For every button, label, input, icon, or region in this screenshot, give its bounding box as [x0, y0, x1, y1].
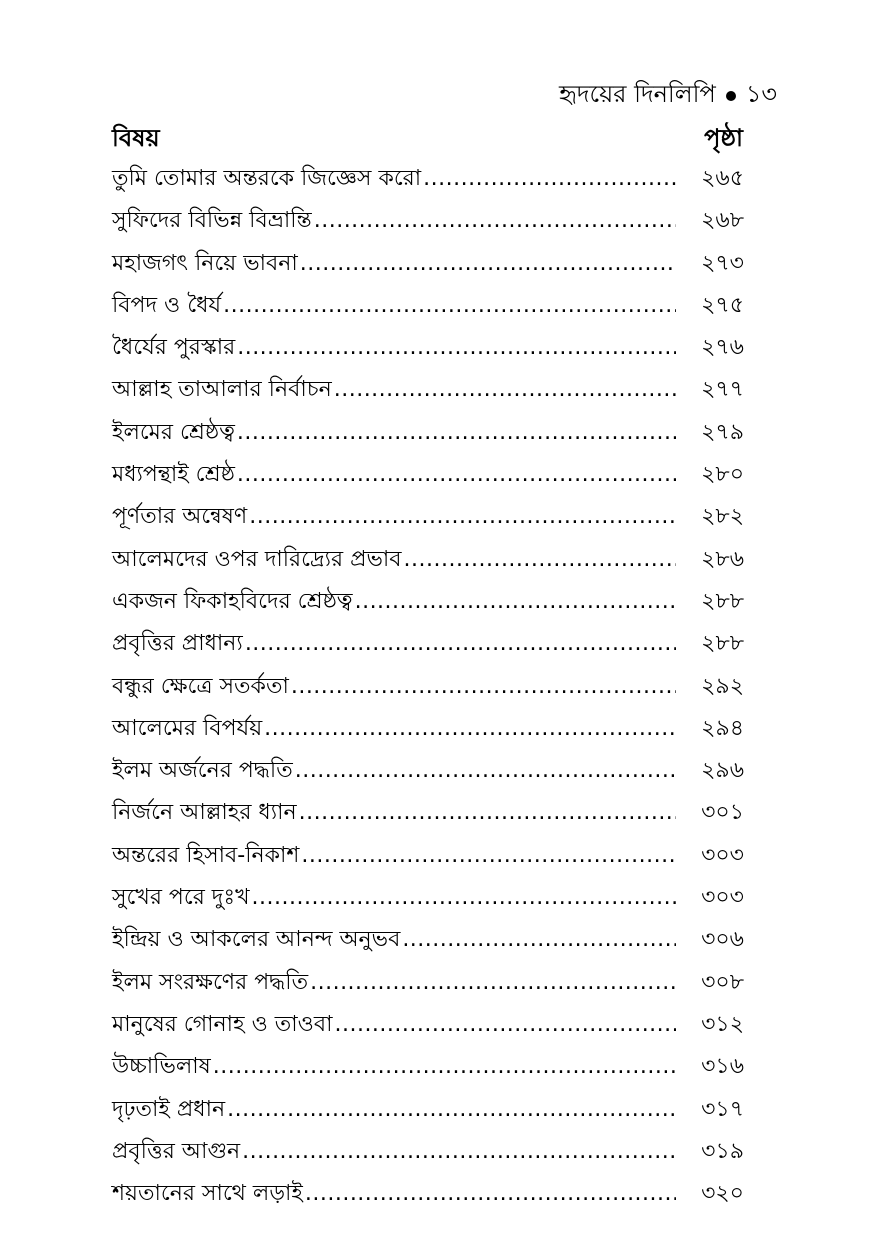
dot-leader: [404, 539, 676, 581]
entry-title: ইলম সংরক্ষণের পদ্ধতি: [112, 969, 309, 995]
dot-leader: [334, 1004, 676, 1046]
toc-entry: [112, 454, 744, 496]
toc-entry: [112, 369, 744, 411]
entry-page: ২৯৪: [701, 715, 744, 741]
entry-title: ইন্দ্রিয় ও আকলের আনন্দ অনুভব: [112, 927, 401, 953]
entry-title: নির্জনে আল্লাহর ধ্যান: [112, 800, 297, 826]
dot-leader: [334, 369, 676, 411]
entry-title: বন্ধুর ক্ষেত্রে সতর্কতা: [112, 673, 289, 699]
entry-page: ৩০৬: [701, 927, 744, 953]
entry-page: ৩০৩: [701, 885, 744, 911]
toc-entry: [112, 200, 744, 242]
entry-page: ২৮৬: [701, 546, 744, 572]
entry-page: ৩০৩: [701, 842, 744, 868]
entry-page: ২৯২: [701, 673, 744, 699]
entry-title: ধৈর্যের পুরস্কার: [112, 335, 236, 361]
table-of-contents: [112, 158, 744, 1215]
entry-title: সুফিদের বিভিন্ন বিভ্রান্তি: [112, 208, 312, 234]
entry-title: শয়তানের সাথে লড়াই: [112, 1181, 303, 1207]
entry-title: ইলম অর্জনের পদ্ধতি: [112, 758, 293, 784]
entry-title: প্রবৃত্তির আগুন: [112, 1138, 241, 1164]
entry-page: ২৮০: [701, 462, 744, 488]
entry-title: বিপদ ও ধৈর্য: [112, 292, 222, 318]
entry-page: ৩১৬: [701, 1054, 744, 1080]
entry-page: ২৭৯: [701, 419, 744, 445]
entry-page: ২৭৩: [701, 250, 744, 276]
dot-leader: [252, 877, 676, 919]
toc-entry: [112, 1089, 744, 1131]
toc-entry: [112, 962, 744, 1004]
entry-page: ২৮৮: [701, 631, 744, 657]
dot-leader: [237, 454, 676, 496]
entry-title: মহাজগৎ নিয়ে ভাবনা: [112, 250, 298, 276]
bullet-icon: [726, 91, 736, 101]
toc-entry: [112, 581, 744, 623]
entry-title: প্রবৃত্তির প্রাধান্য: [112, 631, 243, 657]
entry-page: ২৭৭: [701, 377, 744, 403]
dot-leader: [299, 792, 676, 834]
toc-entry: [112, 708, 744, 750]
entry-page: ২৭৬: [701, 335, 744, 361]
topic-column-heading: বিষয়: [112, 124, 160, 152]
toc-entry: [112, 919, 744, 961]
toc-entry: [112, 835, 744, 877]
entry-title: পূর্ণতার অন্বেষণ: [112, 504, 248, 530]
entry-title: উচ্চাভিলাষ: [112, 1054, 211, 1080]
entry-page: ৩০১: [701, 800, 744, 826]
dot-leader: [242, 1131, 676, 1173]
dot-leader: [300, 243, 676, 285]
entry-title: আল্লাহ তাআলার নির্বাচন: [112, 377, 332, 403]
dot-leader: [237, 412, 676, 454]
toc-entry: [112, 623, 744, 665]
toc-entry: [112, 539, 744, 581]
toc-entry: [112, 1004, 744, 1046]
dot-leader: [213, 1046, 676, 1088]
dot-leader: [295, 750, 676, 792]
dot-leader: [264, 708, 676, 750]
entry-title: অন্তরের হিসাব-নিকাশ: [112, 842, 300, 868]
dot-leader: [310, 962, 676, 1004]
dot-leader: [402, 919, 676, 961]
toc-entry: [112, 1131, 744, 1173]
toc-entry: [112, 158, 744, 200]
entry-page: ২৮২: [701, 504, 744, 530]
entry-page: ৩১২: [701, 1011, 744, 1037]
dot-leader: [223, 285, 676, 327]
entry-page: ২৬৫: [701, 166, 744, 191]
toc-entry: [112, 750, 744, 792]
dot-leader: [249, 496, 676, 538]
entry-page: ৩১৭: [701, 1096, 744, 1122]
toc-entry: [112, 1046, 744, 1088]
entry-title: সুখের পরে দুঃখ: [112, 885, 250, 911]
entry-title: মধ্যপন্থাই শ্রেষ্ঠ: [112, 462, 235, 488]
entry-page: ৩১৯: [701, 1138, 744, 1164]
toc-entry: [112, 243, 744, 285]
toc-entry: [112, 666, 744, 708]
dot-leader: [301, 835, 676, 877]
toc-entry: [112, 792, 744, 834]
entry-page: ২৯৬: [701, 758, 744, 784]
page-column-heading: পৃষ্ঠা: [704, 124, 743, 152]
toc-entry: [112, 412, 744, 454]
toc-entry: [112, 327, 744, 369]
dot-leader: [245, 623, 676, 665]
entry-title: দৃঢ়তাই প্রধান: [112, 1096, 226, 1122]
book-title: হৃদয়ের দিনলিপি: [558, 80, 716, 108]
dot-leader: [305, 1173, 676, 1215]
page-number: ১৩: [745, 80, 777, 108]
dot-leader: [314, 200, 676, 242]
entry-title: তুমি তোমার অন্তরকে জিজ্ঞেস করো: [112, 166, 422, 191]
entry-title: আলেমের বিপর্যয়: [112, 715, 263, 741]
entry-page: ৩০৮: [701, 969, 744, 995]
dot-leader: [423, 158, 676, 200]
dot-leader: [237, 327, 676, 369]
entry-page: ৩২০: [701, 1181, 744, 1207]
toc-entry: [112, 877, 744, 919]
toc-entry: [112, 1173, 744, 1215]
entry-page: ২৮৮: [701, 588, 744, 614]
dot-leader: [355, 581, 676, 623]
dot-leader: [291, 666, 676, 708]
dot-leader: [227, 1089, 676, 1131]
running-header: [559, 76, 777, 116]
entry-page: ২৬৮: [701, 208, 744, 234]
toc-entry: [112, 496, 744, 538]
entry-page: ২৭৫: [701, 292, 744, 318]
entry-title: একজন ফিকাহবিদের শ্রেষ্ঠত্ব: [112, 588, 353, 614]
entry-title: মানুষের গোনাহ ও তাওবা: [112, 1011, 333, 1037]
entry-title: ইলমের শ্রেষ্ঠত্ব: [112, 419, 235, 445]
toc-entry: [112, 285, 744, 327]
entry-title: আলেমদের ওপর দারিদ্র্যের প্রভাব: [112, 546, 402, 572]
